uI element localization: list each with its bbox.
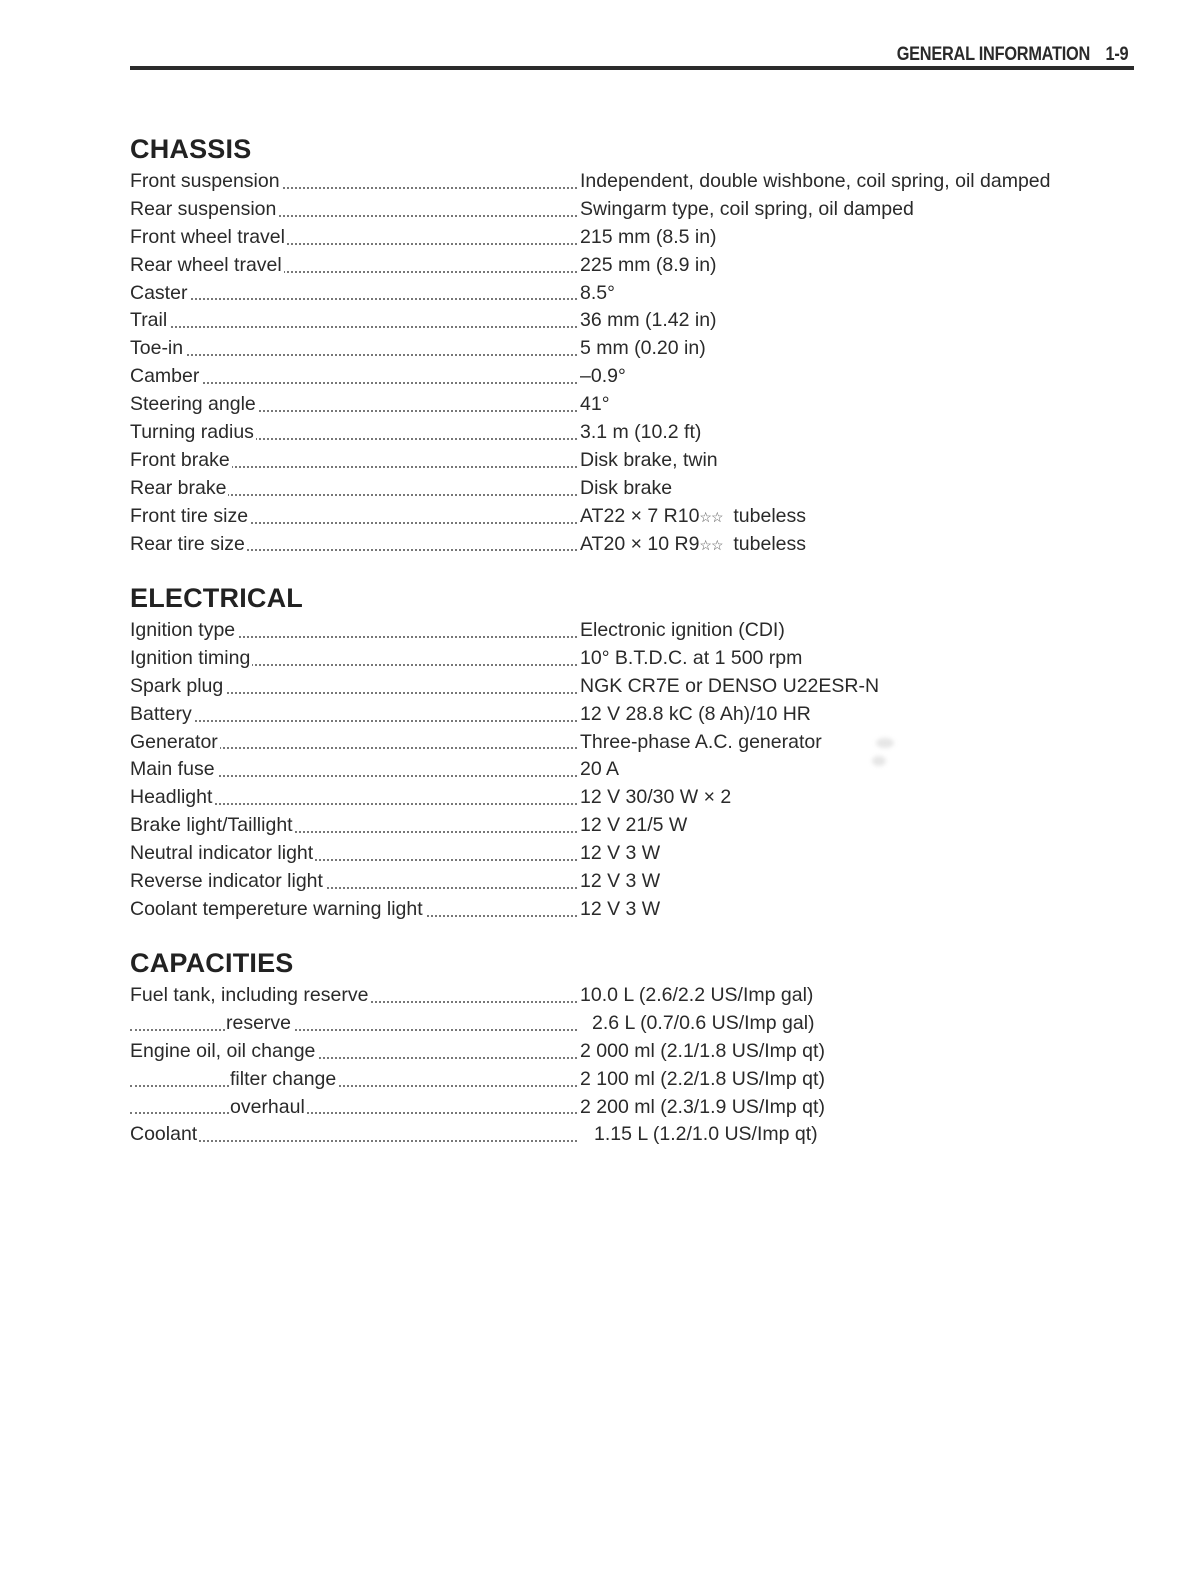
spec-row xyxy=(130,701,1130,729)
spec-row xyxy=(130,224,1130,252)
spec-value: 12 V 28.8 kC (8 Ah)/10 HR xyxy=(580,702,811,725)
spec-label: overhaul xyxy=(230,1095,305,1118)
spec-label: Headlight xyxy=(130,786,213,809)
spec-row xyxy=(130,1010,1130,1038)
spec-row xyxy=(130,896,1130,924)
spec-row xyxy=(130,168,1130,196)
spec-row xyxy=(130,363,1130,391)
star-rating-icon: ☆☆ xyxy=(699,508,723,525)
spec-value-suffix: tubeless xyxy=(733,532,807,555)
spec-row xyxy=(130,196,1130,224)
spec-label: Trail xyxy=(130,309,168,332)
spec-label: filter change xyxy=(230,1067,337,1090)
spec-value: Disk brake, twin xyxy=(580,448,718,471)
spec-row xyxy=(130,1038,1130,1066)
spec-label: Reverse indicator light xyxy=(130,870,323,893)
spec-value: 2 000 ml (2.1/1.8 US/Imp qt) xyxy=(580,1039,825,1062)
spec-value: 12 V 3 W xyxy=(580,870,661,893)
spec-label: Front suspension xyxy=(130,170,280,192)
spec-row xyxy=(130,280,1130,308)
spec-value-group xyxy=(580,531,806,560)
spec-row xyxy=(130,645,1130,673)
spec-value: Disk brake xyxy=(580,476,673,499)
spec-row xyxy=(130,784,1130,812)
header-text xyxy=(896,44,1128,66)
spec-row xyxy=(130,868,1130,896)
spec-value: 1.15 L (1.2/1.0 US/Imp qt) xyxy=(594,1123,818,1146)
spec-value: –0.9° xyxy=(580,365,626,388)
scan-smudge xyxy=(872,756,886,766)
spec-label: Toe-in xyxy=(130,337,184,360)
spec-value: AT22 × 7 R10 xyxy=(580,504,700,527)
spec-value: 10.0 L (2.6/2.2 US/Imp gal) xyxy=(580,984,814,1006)
spec-value: 2 100 ml (2.2/1.8 US/Imp qt) xyxy=(580,1067,825,1090)
spec-value: 225 mm (8.9 in) xyxy=(580,253,717,276)
spec-value: AT20 × 10 R9 xyxy=(580,532,700,555)
spec-value: Swingarm type, coil spring, oil damped xyxy=(580,197,914,220)
spec-row xyxy=(130,252,1130,280)
spec-row xyxy=(130,840,1130,868)
spec-row xyxy=(130,531,1130,559)
spec-label: Steering angle xyxy=(130,393,256,416)
electrical-section xyxy=(130,581,1130,924)
spec-label: Fuel tank, including reserve xyxy=(130,984,369,1006)
spec-value: Independent, double wishbone, coil spring, oil damped xyxy=(580,170,1051,192)
spec-value: Electronic ignition (CDI) xyxy=(580,619,785,641)
spec-row xyxy=(130,673,1130,701)
spec-value: 12 V 3 W xyxy=(580,897,661,920)
spec-row xyxy=(130,756,1130,784)
spec-value: 12 V 21/5 W xyxy=(580,814,688,837)
spec-row xyxy=(130,307,1130,335)
capacities-section xyxy=(130,946,1130,1149)
section-title-electrical: ELECTRICAL xyxy=(130,583,303,613)
spec-label: reserve xyxy=(226,1011,292,1034)
spec-row xyxy=(130,617,1130,645)
spec-row xyxy=(130,447,1130,475)
section-title-chassis: CHASSIS xyxy=(130,134,252,164)
spec-label: Main fuse xyxy=(130,758,215,781)
spec-value: 41° xyxy=(580,393,610,416)
spec-label: Brake light/Taillight xyxy=(130,814,293,837)
spec-label: Ignition timing xyxy=(130,646,251,669)
page-header xyxy=(130,40,1134,70)
spec-label: Ignition type xyxy=(130,619,236,641)
spec-label: Neutral indicator light xyxy=(130,842,314,865)
spec-value: NGK CR7E or DENSO U22ESR-N xyxy=(580,674,880,697)
spec-row xyxy=(130,1066,1130,1094)
spec-row xyxy=(130,1121,1130,1149)
spec-label: Rear brake xyxy=(130,476,227,499)
spec-label: Front wheel travel xyxy=(130,225,285,248)
spec-label: Coolant xyxy=(130,1123,198,1146)
spec-row xyxy=(130,982,1130,1010)
spec-label: Rear wheel travel xyxy=(130,253,282,276)
spec-row xyxy=(130,812,1130,840)
spec-label: Spark plug xyxy=(130,674,224,697)
spec-label: Coolant tempereture warning light xyxy=(130,897,423,920)
spec-value: 10° B.T.D.C. at 1 500 rpm xyxy=(580,646,803,669)
spec-label: Caster xyxy=(130,281,188,304)
spec-row xyxy=(130,391,1130,419)
spec-row xyxy=(130,419,1130,447)
spec-label: Battery xyxy=(130,702,192,725)
section-title-capacities: CAPACITIES xyxy=(130,948,294,978)
spec-value: 36 mm (1.42 in) xyxy=(580,309,717,332)
spec-value: 8.5° xyxy=(580,281,615,304)
spec-row xyxy=(130,1094,1130,1122)
spec-label: Generator xyxy=(130,730,218,753)
spec-value: 5 mm (0.20 in) xyxy=(580,337,706,360)
spec-value: 12 V 3 W xyxy=(580,842,661,865)
spec-label: Rear suspension xyxy=(130,197,277,220)
spec-value: 215 mm (8.5 in) xyxy=(580,225,717,248)
spec-label: Engine oil, oil change xyxy=(130,1039,316,1062)
spec-label: Turning radius xyxy=(130,421,254,444)
spec-label: Front tire size xyxy=(130,504,249,527)
spec-value-group xyxy=(580,503,806,532)
spec-label: Camber xyxy=(130,365,200,388)
scan-smudge xyxy=(876,738,894,748)
spec-value: 2.6 L (0.7/0.6 US/Imp gal) xyxy=(592,1011,815,1034)
star-rating-icon: ☆☆ xyxy=(699,536,723,553)
spec-value: 3.1 m (10.2 ft) xyxy=(580,421,702,444)
spec-row xyxy=(130,503,1130,531)
spec-value: Three-phase A.C. generator xyxy=(580,730,822,753)
spec-row xyxy=(130,729,1130,757)
chassis-section xyxy=(130,132,1130,558)
spec-value: 20 A xyxy=(580,758,620,781)
spec-value-suffix: tubeless xyxy=(733,504,807,527)
spec-label: Rear tire size xyxy=(130,532,245,555)
spec-label: Front brake xyxy=(130,448,230,471)
header-title: GENERAL INFORMATION xyxy=(896,44,1090,65)
spec-value: 12 V 30/30 W × 2 xyxy=(580,786,732,809)
spec-value: 2 200 ml (2.3/1.9 US/Imp qt) xyxy=(580,1095,825,1118)
spec-row xyxy=(130,335,1130,363)
page-number: 1-9 xyxy=(1105,44,1128,65)
spec-row xyxy=(130,475,1130,503)
